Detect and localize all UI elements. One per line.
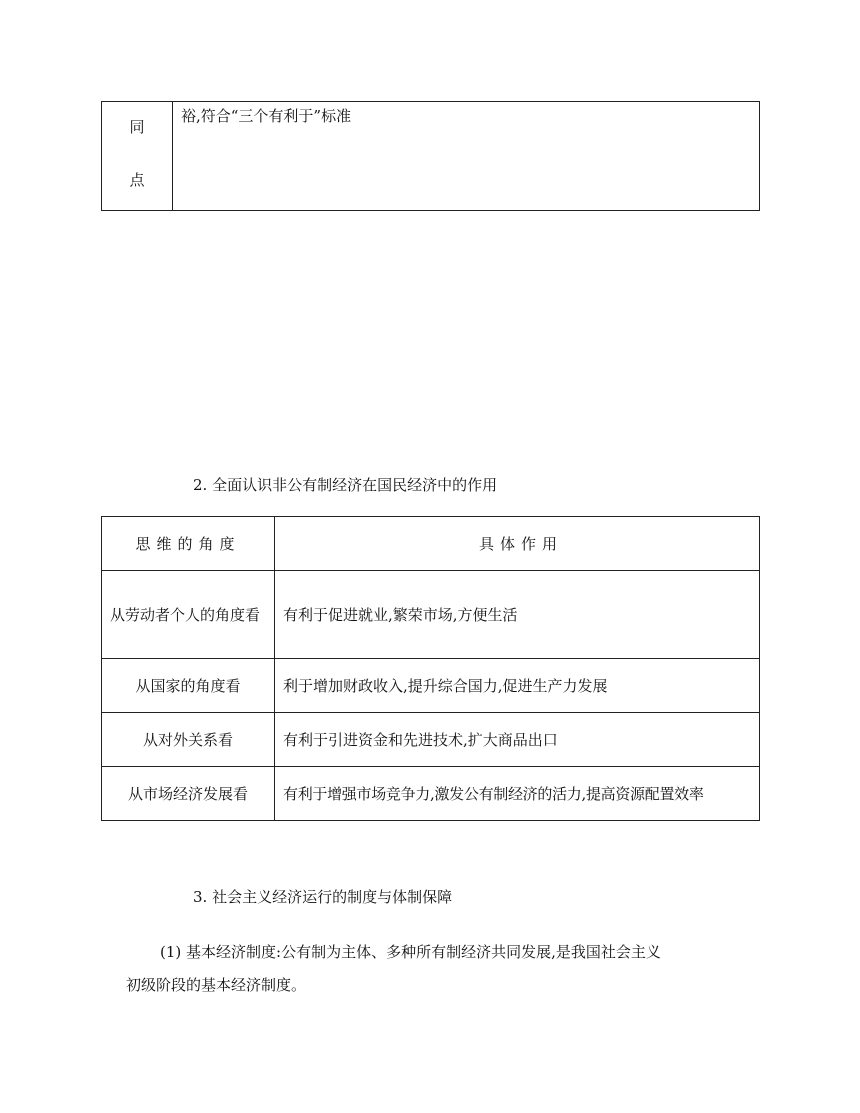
table-row xyxy=(102,713,760,767)
same-point-label-cell xyxy=(102,102,173,211)
row-effect: 有利于促进就业,繁荣市场,方便生活 xyxy=(275,571,760,659)
non-public-economy-role-table xyxy=(101,516,760,821)
table-row xyxy=(102,767,760,821)
row-effect: 有利于引进资金和先进技术,扩大商品出口 xyxy=(275,713,760,767)
label-char-same: 同 xyxy=(129,118,145,136)
row-effect: 利于增加财政收入,提升综合国力,促进生产力发展 xyxy=(275,659,760,713)
table-header-row xyxy=(102,517,760,571)
row-angle: 从对外关系看 xyxy=(102,713,275,767)
row-angle: 从市场经济发展看 xyxy=(102,767,275,821)
header-angle: 思维的角度 xyxy=(102,517,275,571)
table-row xyxy=(102,659,760,713)
top-comparison-table xyxy=(101,101,760,211)
label-char-point: 点 xyxy=(129,171,145,189)
section2-heading: 2. 全面认识非公有制经济在国民经济中的作用 xyxy=(193,476,498,494)
same-point-content: 裕,符合“三个有利于”标准 xyxy=(173,102,760,211)
table-row xyxy=(102,571,760,659)
header-effect: 具体作用 xyxy=(275,517,760,571)
row-angle: 从劳动者个人的角度看 xyxy=(102,571,275,659)
section3-heading: 3. 社会主义经济运行的制度与体制保障 xyxy=(193,888,453,906)
paragraph-line-1: (1) 基本经济制度:公有制为主体、多种所有制经济共同发展,是我国社会主义 xyxy=(160,943,661,961)
row-angle: 从国家的角度看 xyxy=(102,659,275,713)
paragraph-line-2: 初级阶段的基本经济制度。 xyxy=(126,976,307,994)
row-effect: 有利于增强市场竞争力,激发公有制经济的活力,提高资源配置效率 xyxy=(275,767,760,821)
